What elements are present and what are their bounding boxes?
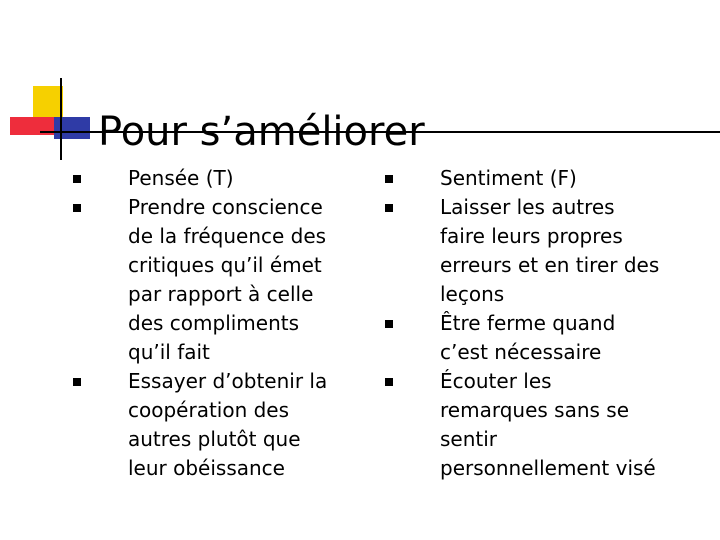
slide-title: Pour s’améliorer xyxy=(98,108,425,155)
right-column xyxy=(384,164,664,483)
list-item-text: Écouter les remarques sans se sentir personnellement visé xyxy=(440,369,656,480)
left-bullet-list xyxy=(72,164,330,483)
square-bullet-icon xyxy=(73,175,81,183)
square-bullet-icon xyxy=(385,320,393,328)
decor-vertical-rule xyxy=(60,78,62,160)
decor-yellow-square xyxy=(33,86,63,118)
list-item-text: Pensée (T) xyxy=(128,166,234,190)
square-bullet-icon xyxy=(385,378,393,386)
list-item-text: Être ferme quand c’est nécessaire xyxy=(440,311,616,364)
list-item xyxy=(384,164,664,193)
square-bullet-icon xyxy=(73,204,81,212)
list-item xyxy=(384,193,664,309)
list-item xyxy=(72,193,330,367)
list-item-text: Laisser les autres faire leurs propres erreurs et en tirer des leçons xyxy=(440,195,660,306)
list-item xyxy=(384,309,664,367)
list-item xyxy=(72,367,330,483)
left-column xyxy=(72,164,330,483)
list-item xyxy=(72,164,330,193)
list-item xyxy=(384,367,664,483)
square-bullet-icon xyxy=(385,175,393,183)
list-item-text: Prendre conscience de la fréquence des critiques qu’il émet par rapport à celle des compliments qu’il fait xyxy=(128,195,327,364)
square-bullet-icon xyxy=(385,204,393,212)
list-item-text: Sentiment (F) xyxy=(440,166,577,190)
list-item-text: Essayer d’obtenir la coopération des autres plutôt que leur obéissance xyxy=(128,369,328,480)
right-bullet-list xyxy=(384,164,664,483)
square-bullet-icon xyxy=(73,378,81,386)
